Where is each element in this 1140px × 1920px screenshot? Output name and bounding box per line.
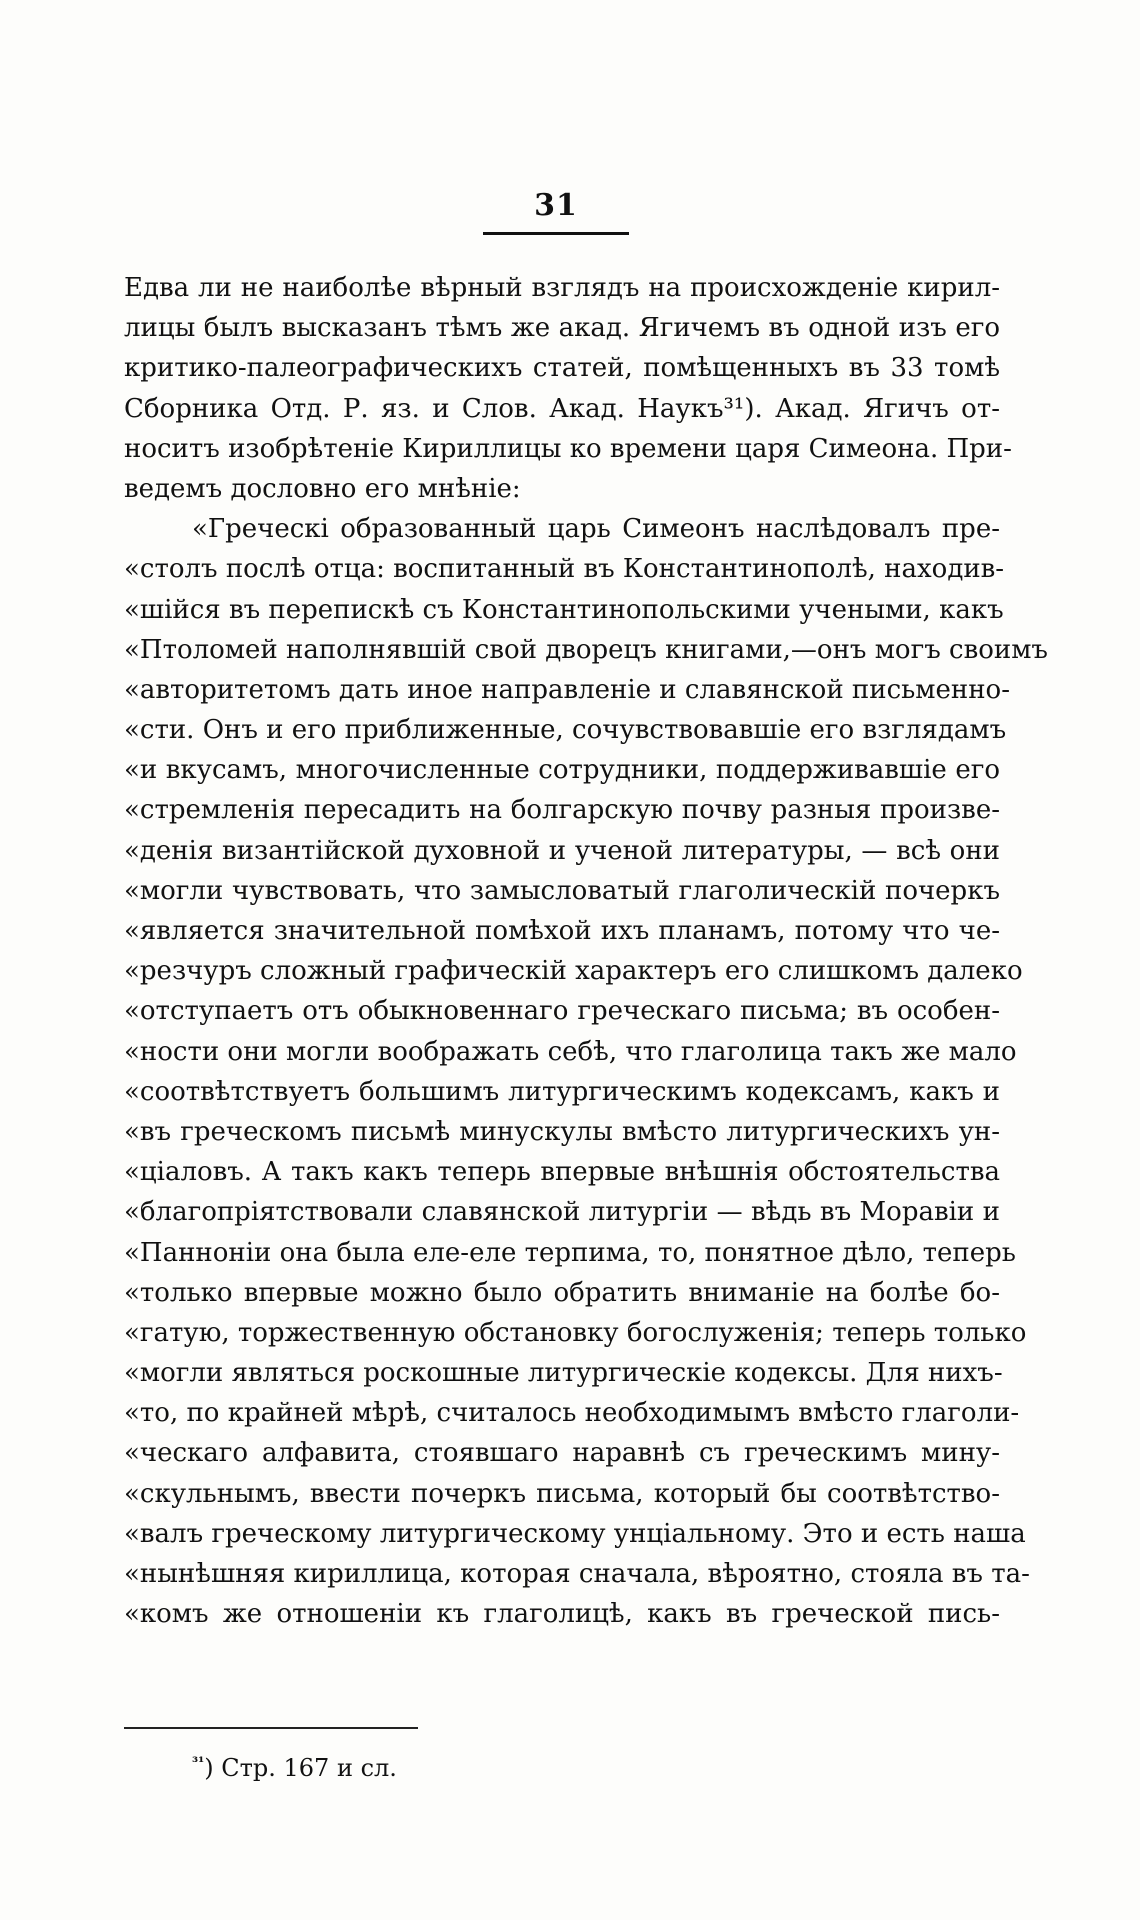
text-line: «только впервые можно было обратить вниманіе на болѣе бо-: [124, 1277, 1000, 1308]
page-number: 31: [534, 188, 578, 223]
text-line: «резчуръ сложный графическій характеръ его слишкомъ далеко: [124, 956, 1023, 987]
text-line: «въ греческомъ письмѣ минускулы вмѣсто литургическихъ ун-: [124, 1116, 1000, 1147]
text-line: «благопріятствовали славянской литургіи — вѣдь въ Моравіи и: [124, 1197, 1000, 1228]
text-line: «является значительной помѣхой ихъ планамъ, потому что че-: [124, 916, 1000, 946]
paragraph: [124, 268, 1012, 509]
text-line: «и вкусамъ, многочисленные сотрудники, поддерживавшіе его: [124, 755, 1000, 786]
text-line: «Греческі образованный царь Симеонъ наслѣдовалъ пре-: [192, 514, 1000, 545]
text-line: «сти. Онъ и его приближенные, сочувствовавшіе его взглядамъ: [124, 715, 1007, 746]
text-line: «могли являться роскошные литургическіе кодексы. Для нихъ-: [124, 1358, 1003, 1389]
text-line: «могли чувствовать, что замысловатый глаголическій почеркъ: [124, 875, 1000, 906]
text-line: «ности они могли воображать себѣ, что глаголица такъ же мало: [124, 1036, 1017, 1067]
text-line: «ціаловъ. А такъ какъ теперь впервые внѣшнія обстоятельства: [124, 1157, 1000, 1188]
footnote-marker: ³¹: [192, 1755, 205, 1771]
footnote-rule: [124, 1727, 418, 1729]
footnote: [192, 1754, 397, 1782]
text-line: «стремленія пересадить на болгарскую почву разныя произве-: [124, 795, 1000, 826]
text-line: «скульнымъ, ввести почеркъ письма, который бы соотвѣтство-: [124, 1478, 1000, 1509]
text-line: «шійся въ перепискѣ съ Константинопольскими учеными, какъ: [124, 594, 1004, 625]
text-line: «столъ послѣ отца: воспитанный въ Константинополѣ, находив-: [124, 554, 1005, 585]
footnote-text: ) Стр. 167 и сл.: [204, 1754, 397, 1782]
text-line: «валъ греческому литургическому унціальному. Это и есть наша: [124, 1518, 1026, 1549]
text-line: «денія византійской духовной и ученой литературы, — всѣ они: [124, 835, 1000, 866]
body-text: [124, 268, 1048, 1634]
quote-paragraph: [124, 509, 1048, 1634]
text-line: «отступаетъ отъ обыкновеннаго греческаго письма; въ особен-: [124, 996, 1000, 1027]
text-line: лицы былъ высказанъ тѣмъ же акад. Ягичемъ въ одной изъ его: [124, 313, 1000, 344]
text-line: «комъ же отношеніи къ глаголицѣ, какъ въ греческой пись-: [124, 1599, 1000, 1630]
text-line: носитъ изобрѣтеніе Кириллицы ко времени царя Симеона. При-: [124, 433, 1012, 464]
text-line: «гатую, торжественную обстановку богослуженія; теперь только: [124, 1317, 1027, 1348]
text-line: «Панноніи она была еле-еле терпима, то, понятное дѣло, теперь: [124, 1237, 1016, 1268]
text-line: «авторитетомъ дать иное направленіе и славянской письменно-: [124, 674, 1010, 705]
text-line: Сборника Отд. Р. яз. и Слов. Акад. Наукъ³¹). Акад. Ягичъ от-: [124, 393, 1000, 424]
text-line: ведемъ дословно его мнѣніе:: [124, 473, 521, 504]
text-line: «соотвѣтствуетъ большимъ литургическимъ кодексамъ, какъ и: [124, 1076, 1000, 1107]
text-line: Едва ли не наиболѣе вѣрный взглядъ на происхожденіе кирил-: [124, 273, 1000, 303]
page-number-rule: [483, 232, 629, 235]
text-line: критико-палеографическихъ статей, помѣщенныхъ въ 33 томѣ: [124, 353, 1000, 384]
text-line: «то, по крайней мѣрѣ, считалось необходимымъ вмѣсто глаголи-: [124, 1398, 1020, 1429]
text-line: «ческаго алфавита, стоявшаго наравнѣ съ греческимъ мину-: [124, 1438, 1000, 1469]
text-line: «нынѣшняя кириллица, которая сначала, вѣроятно, стояла въ та-: [124, 1559, 1030, 1589]
text-line: «Птоломей наполнявшій свой дворецъ книгами,—онъ могъ своимъ: [124, 634, 1048, 665]
